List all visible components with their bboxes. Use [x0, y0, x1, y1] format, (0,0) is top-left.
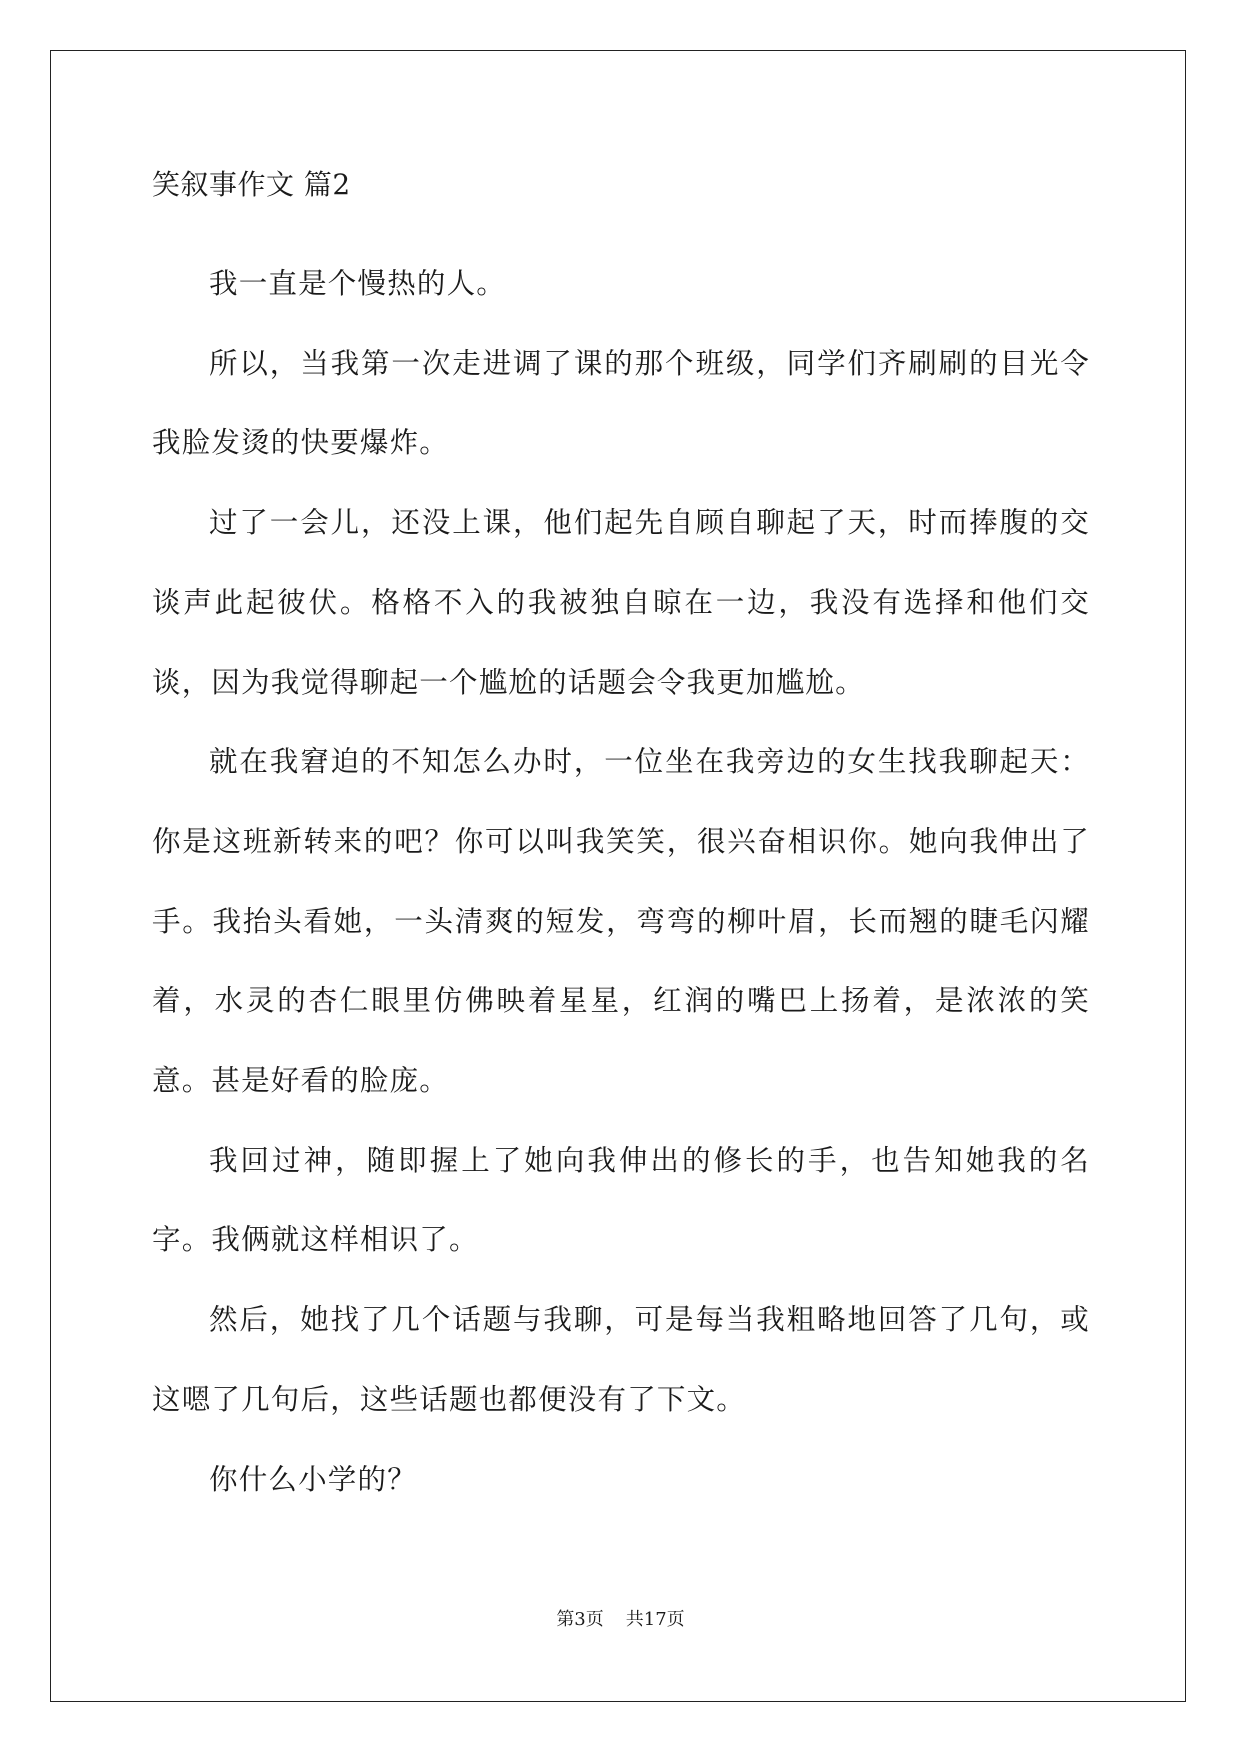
paragraph: 我一直是个慢热的人。 — [209, 267, 507, 300]
page-number: 第3页 — [556, 1609, 604, 1630]
paragraph: 你什么小学的？ — [209, 1462, 417, 1496]
paragraph: 然后，她找了几个话题与我聊，可是每当我粗略地回答了几句，或这嗯了几句后，这些话题也都便没有了下文。 — [152, 1303, 1090, 1416]
paragraph: 过了一会儿，还没上课，他们起先自顾自聊起了天，时而捧腹的交谈声此起彼伏。格格不入的我被独自晾在一边，我没有选择和他们交谈，因为我觉得聊起一个尴尬的话题会令我更加尴尬。 — [152, 506, 1090, 699]
paragraph: 我回过神，随即握上了她向我伸出的修长的手，也告知她我的名字。我俩就这样相识了。 — [152, 1143, 1090, 1257]
section-heading: 笑叙事作文 篇2 — [152, 168, 351, 201]
page-footer — [0, 1608, 1241, 1632]
paragraph: 所以，当我第一次走进调了课的那个班级，同学们齐刷刷的目光令我脸发烫的快要爆炸。 — [152, 346, 1090, 460]
page-total: 共17页 — [625, 1609, 685, 1630]
document-body — [152, 165, 1090, 1519]
paragraph: 就在我窘迫的不知怎么办时，一位坐在我旁边的女生找我聊起天：你是这班新转来的吧？你可以叫我笑笑，很兴奋相识你。她向我伸出了手。我抬头看她，一头清爽的短发，弯弯的柳叶眉，长而翘的睫毛闪耀着，水灵的杏仁眼里仿佛映着星星，红润的嘴巴上扬着，是浓浓的笑意。甚是好看的脸庞。 — [152, 745, 1090, 1098]
